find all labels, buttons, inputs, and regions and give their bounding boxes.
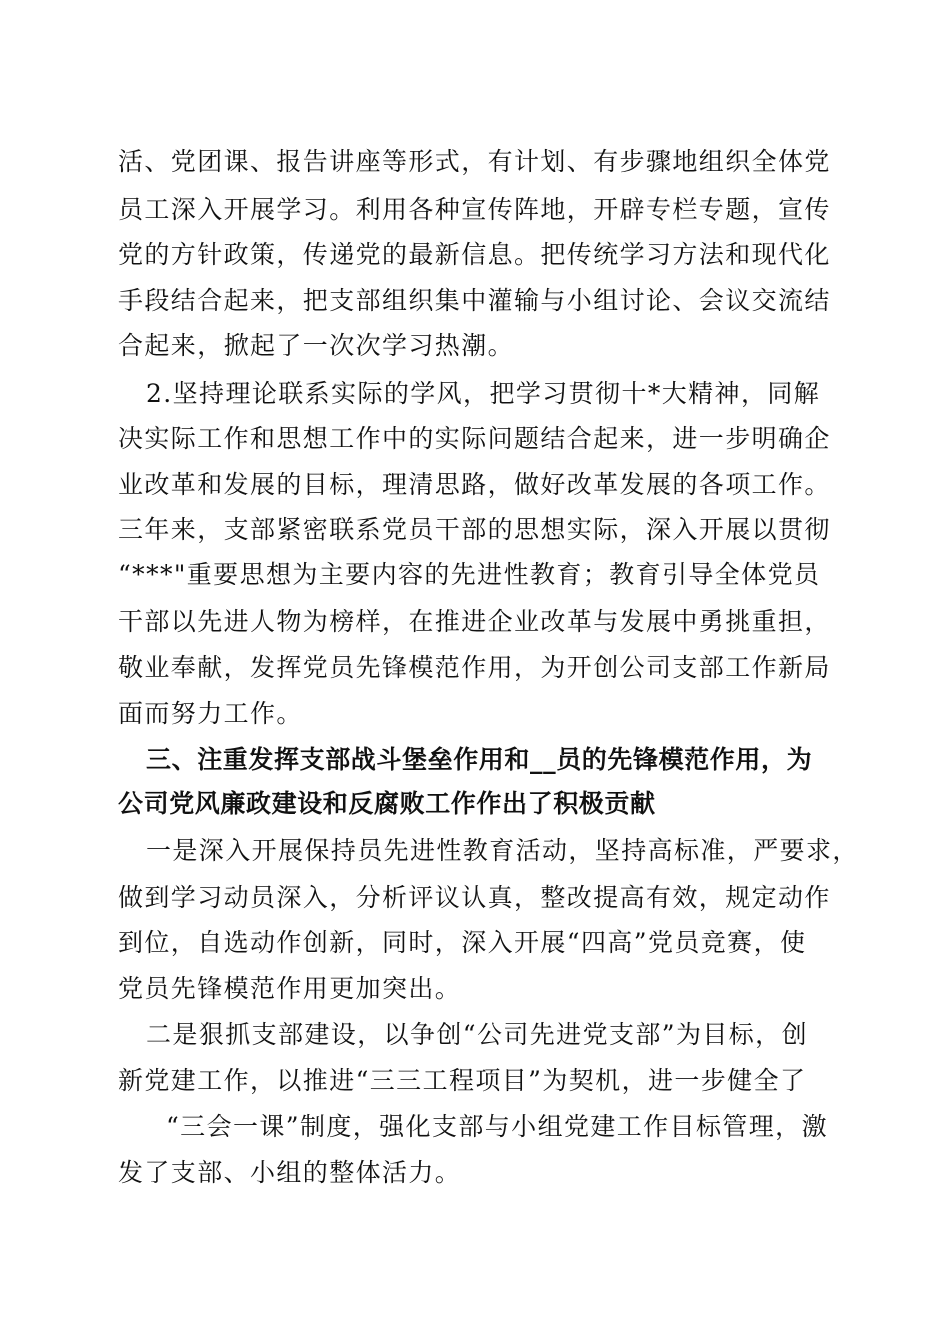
- text-line: 敬业奉献，发挥党员先锋模范作用，为开创公司支部工作新局: [118, 653, 831, 682]
- text-line: 2.坚持理论联系实际的学风，把学习贯彻十*大精神，同解: [146, 379, 821, 408]
- text-line: 二是狠抓支部建设，以争创“公司先进党支部”为目标，创: [146, 1020, 808, 1049]
- text-line: 党的方针政策，传递党的最新信息。把传统学习方法和现代化: [118, 240, 831, 269]
- text-line: 新党建工作，以推进“三三工程项目”为契机，进一步健全了: [118, 1066, 807, 1095]
- section-heading: 三、注重发挥支部战斗堡垒作用和__员的先锋模范作用，为: [146, 745, 813, 774]
- text-line: 到位，自选动作创新，同时，深入开展“四高”党员竞赛，使: [118, 928, 807, 957]
- text-line: 面而努力工作。: [118, 699, 303, 728]
- text-line: 做到学习动员深入，分析评议认真，整改提高有效，规定动作: [118, 883, 831, 912]
- text-line: “三会一课”制度，强化支部与小组党建工作目标管理，激: [166, 1112, 828, 1141]
- text-line: 三年来，支部紧密联系党员干部的思想实际，深入开展以贯彻: [118, 515, 831, 544]
- text-line: 党员先锋模范作用更加突出。: [118, 974, 462, 1003]
- section-heading: 公司党风廉政建设和反腐败工作作出了积极贡献: [118, 789, 656, 818]
- text-line: 业改革和发展的目标，理清思路，做好改革发展的各项工作。: [118, 470, 831, 499]
- text-line: 员工深入开展学习。利用各种宣传阵地，开辟专栏专题，宣传: [118, 195, 831, 224]
- text-line: 合起来，掀起了一次次学习热潮。: [118, 331, 515, 360]
- text-line: 发了支部、小组的整体活力。: [118, 1158, 462, 1187]
- text-line: 决实际工作和思想工作中的实际问题结合起来，进一步明确企: [118, 424, 831, 453]
- text-line: “***"重要思想为主要内容的先进性教育；教育引导全体党员: [118, 560, 821, 589]
- text-line: 干部以先进人物为榜样，在推进企业改革与发展中勇挑重担，: [118, 607, 831, 636]
- text-line: 活、党团课、报告讲座等形式，有计划、有步骤地组织全体党: [118, 147, 831, 176]
- text-line: 手段结合起来，把支部组织集中灌输与小组讨论、会议交流结: [118, 286, 831, 315]
- text-line: 一是深入开展保持员先进性教育活动，坚持高标准，严要求，: [146, 836, 859, 865]
